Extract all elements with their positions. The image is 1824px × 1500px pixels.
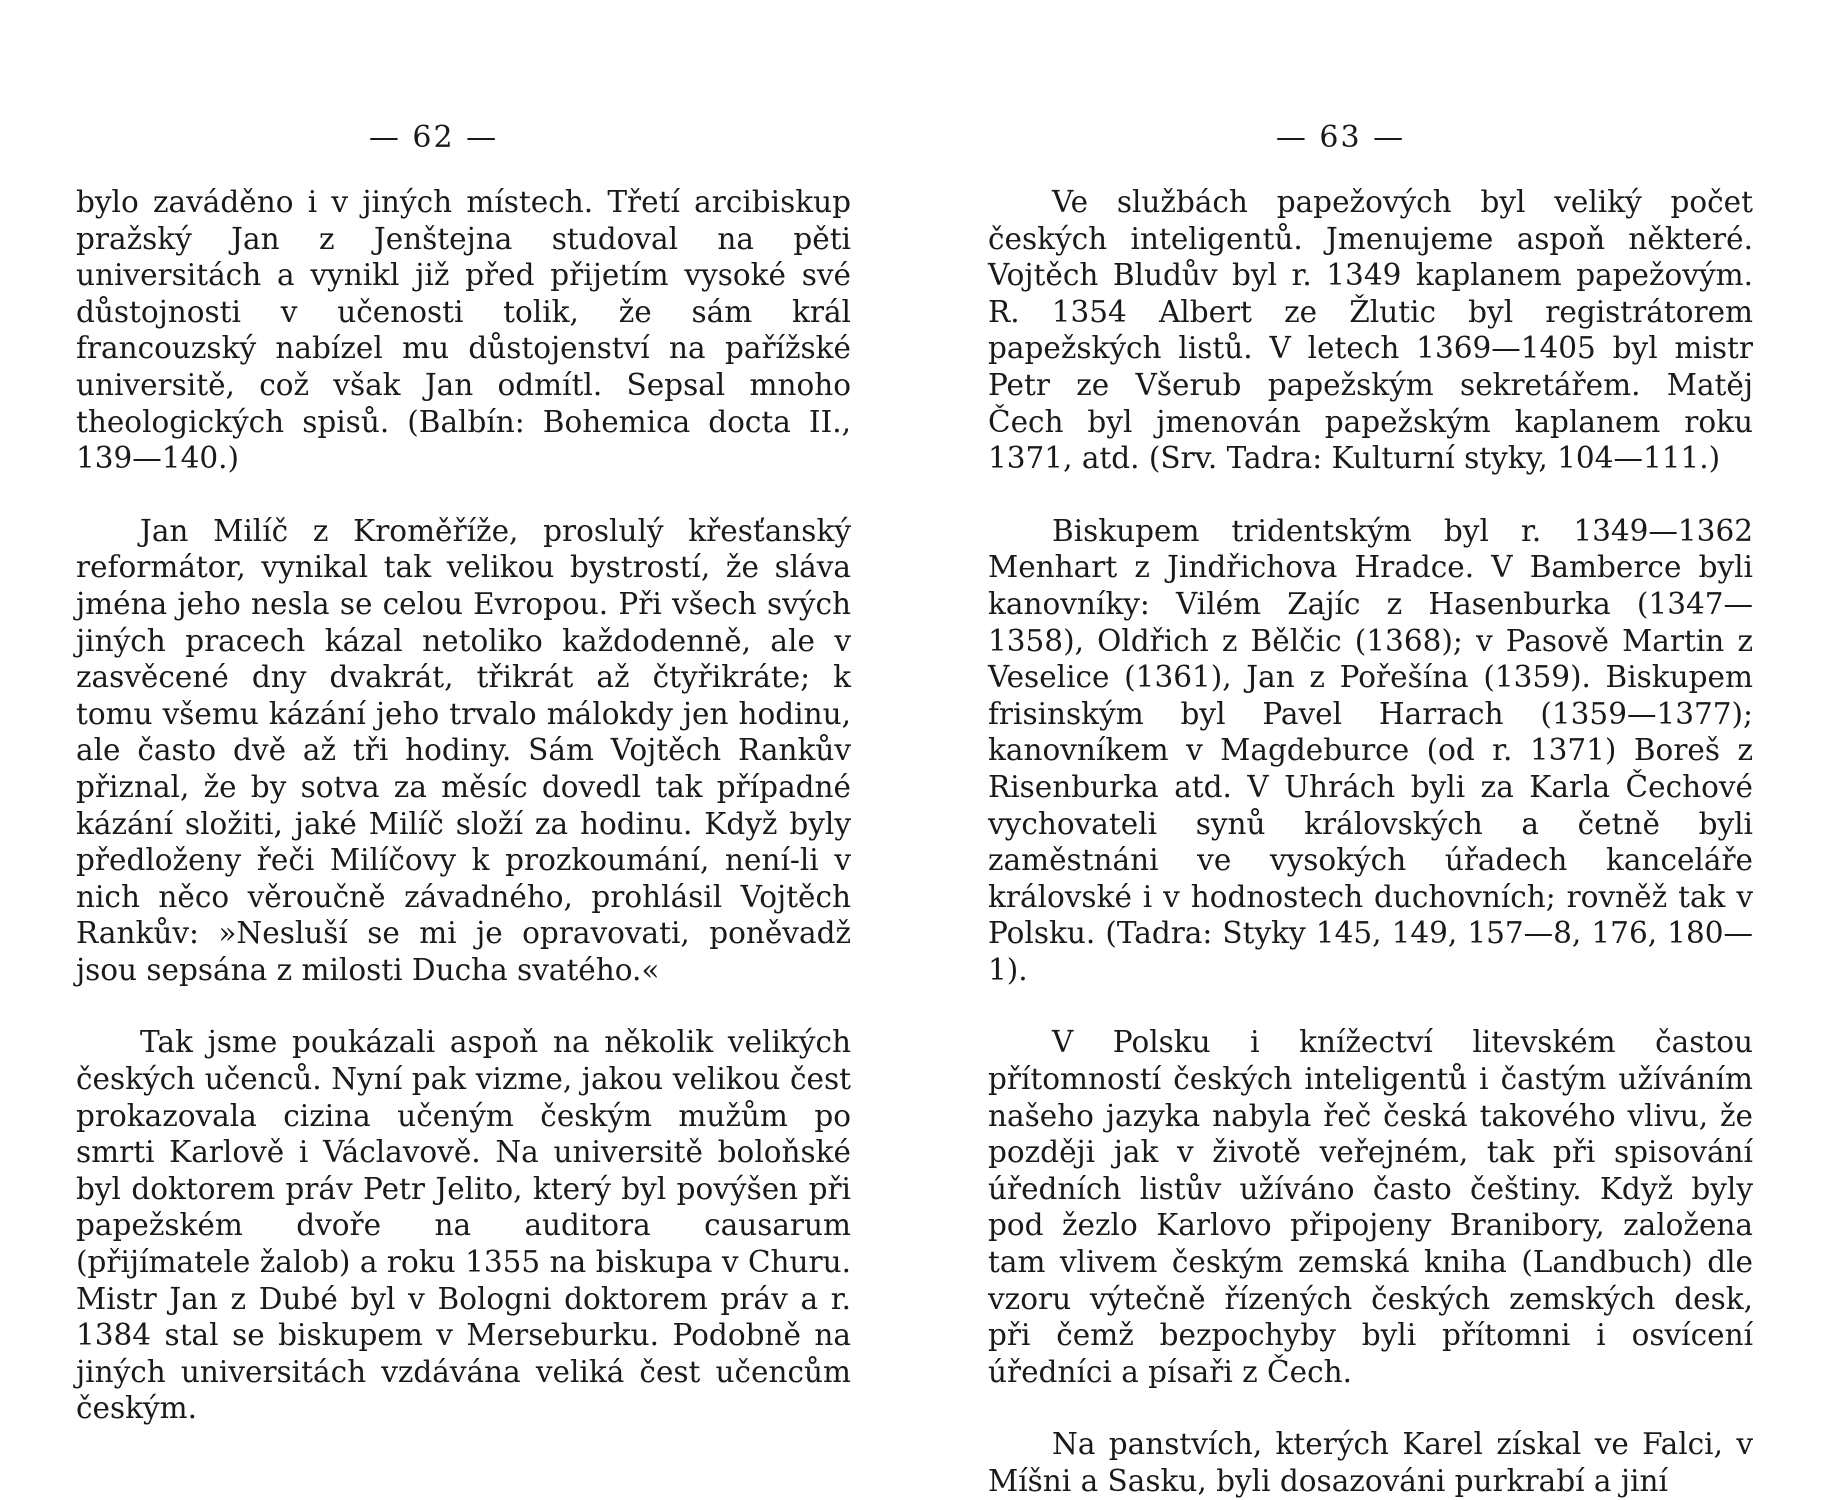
paragraph: Biskupem tridentským byl r. 1349—1362 Menhart z Jindřichova Hradce. V Bamberce byli kanovníky: Vilém Zajíc z Hasenburka (1347—1358), Oldřich z Bělčic (1368); v Pasově Martin z Veselice (1361), Jan z Pořešína (1359). Biskupem frisinským byl Pavel Harrach (1359—1377); kanovníkem v Magdeburce (od r. 1371) Boreš z Risenburka atd. V Uhrách byli za Karla Čechové vychovateli synů královských a četně byli zaměstnáni ve vysokých úřadech kanceláře královské i v hodnostech duchovních; rovněž tak v Polsku. (Tadra: Styky 145, 149, 157—8, 176, 180—1). xyxy=(988,513,1753,987)
paragraph: Tak jsme poukázali aspoň na několik velikých českých učenců. Nyní pak vizme, jakou velikou čest prokazovala cizina učeným českým mužům po smrti Karlově i Václavově. Na universitě boloňské byl doktorem práv Petr Jelito, který byl povýšen při papežském dvoře na auditora causarum (přijímatele žalob) a roku 1355 na biskupa v Churu. Mistr Jan z Dubé byl v Bologni doktorem práv a r. 1384 stal se biskupem v Merseburku. Podobně na jiných universitách vzdávána veliká čest učencům českým. xyxy=(76,1025,851,1426)
paragraph: Ve službách papežových byl veliký počet českých inteligentů. Jmenujeme aspoň některé. Vojtěch Bludův byl r. 1349 kaplanem papežovým. R. 1354 Albert ze Žlutic byl registrátorem papežských listů. V letech 1369—1405 byl mistr Petr ze Všerub papežským sekretářem. Matěj Čech byl jmenován papežským kaplanem roku 1371, atd. (Srv. Tadra: Kulturní styky, 104—111.) xyxy=(988,185,1753,476)
left-page xyxy=(76,118,851,1463)
right-page xyxy=(988,118,1753,1500)
page-number-63: — 63 — xyxy=(1275,120,1406,155)
paragraph: Na panstvích, kterých Karel získal ve Falci, v Míšni a Sasku, byli dosazováni purkrabí a jiní xyxy=(988,1427,1753,1498)
page-number-62: — 62 — xyxy=(368,120,499,155)
paragraph: V Polsku i knížectví litevském častou přítomností českých inteligentů i častým užíváním našeho jazyka nabyla řeč česká takového vlivu, že později jak v životě veřejném, tak při spisování úředních listův užíváno často češtiny. Když byly pod žezlo Karlovo připojeny Branibory, založena tam vlivem českým zemská kniha (Landbuch) dle vzoru výtečně řízených českých zemských desk, při čemž bezpochyby byli přítomni i osvícení úředníci a písaři z Čech. xyxy=(988,1025,1753,1389)
paragraph: bylo zaváděno i v jiných místech. Třetí arcibiskup pražský Jan z Jenštejna studoval na pěti universitách a vynikl již před přijetím vysoké své důstojnosti v učenosti tolik, že sám král francouzský nabízel mu důstojenství na pařížské universitě, což však Jan odmítl. Sepsal mnoho theologických spisů. (Balbín: Bohemica docta II., 139—140.) xyxy=(76,185,851,476)
paragraph: Jan Milíč z Kroměříže, proslulý křesťanský reformátor, vynikal tak velikou bystrostí, že sláva jména jeho nesla se celou Evropou. Při všech svých jiných pracech kázal netoliko každodenně, ale v zasvěcené dny dvakrát, třikrát až čtyřikráte; k tomu všemu kázání jeho trvalo málokdy jen hodinu, ale často dvě až tři hodiny. Sám Vojtěch Rankův přiznal, že by sotva za měsíc dovedl tak případné kázání složiti, jaké Milíč složí za hodinu. Když byly předloženy řeči Milíčovy k prozkoumání, není-li v nich něco věroučně závadného, prohlásil Vojtěch Rankův: »Nesluší se mi je opravovati, poněvadž jsou sepsána z milosti Ducha svatého.« xyxy=(76,513,851,987)
